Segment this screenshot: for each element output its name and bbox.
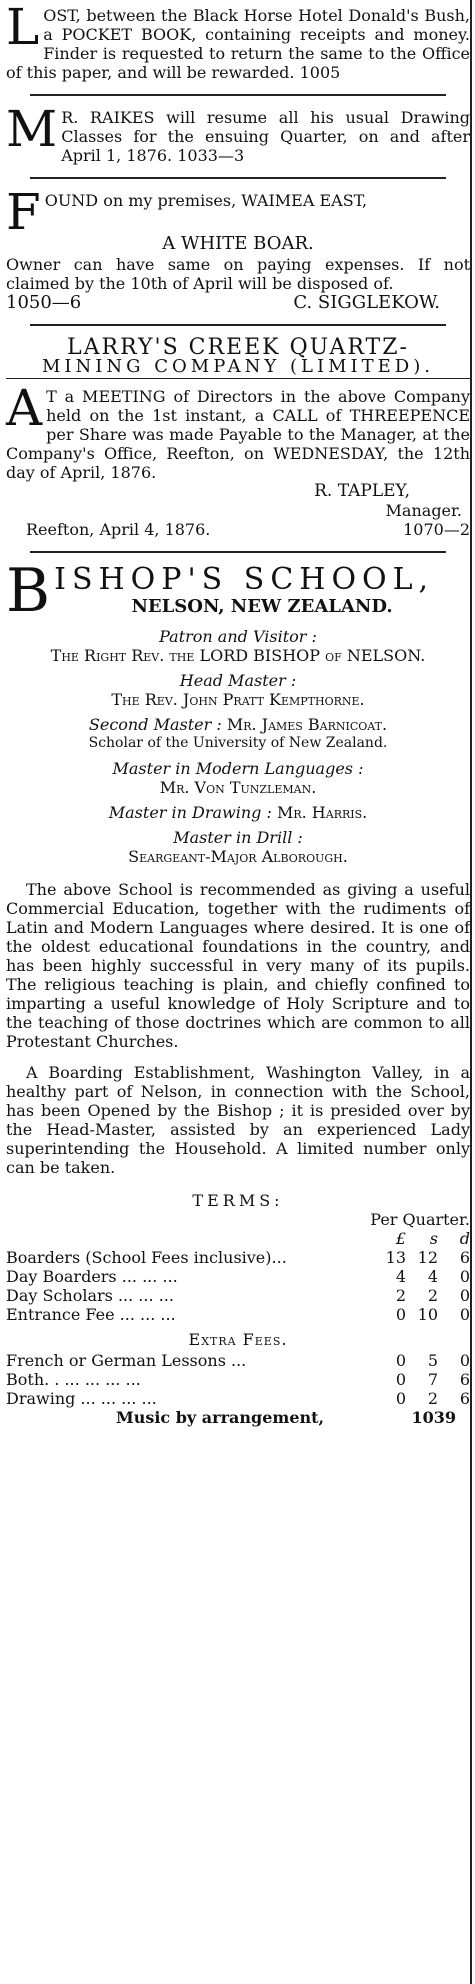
section-label: Master in Drawing :: [108, 803, 272, 822]
terms-table: [6, 1229, 470, 1408]
ad-larrys-creek: [6, 335, 470, 539]
terms-heading: TERMS:: [192, 1191, 284, 1210]
drop-cap: A: [6, 379, 43, 437]
divider: [30, 324, 446, 326]
table-row: Boarders (School Fees inclusive)... 13 12 6: [6, 1248, 470, 1267]
table-row: Day Boarders ... ... ... 4 4 0: [6, 1267, 470, 1286]
ad-heading: A WHITE BOAR.: [162, 233, 314, 254]
ad-line: OUND on my premises, WAIMEA EAST,: [44, 191, 368, 210]
ad-ref: 1005: [299, 63, 341, 82]
ad-title: ISHOP'S SCHOOL,: [54, 565, 435, 597]
drop-cap: M: [6, 100, 58, 158]
section-label: Head Master :: [179, 671, 297, 690]
school-description: The above School is recommended as giving a useful Commercial Education, together with the rudiments of Latin and Modern Languages where desired. It is one of the oldest educational foundations in the country, and has been highly successful in very many of its pupils. The religious teaching is plain, and chiefly confined to imparting a useful knowledge of Holy Scripture and to the teaching of those doctrines which are common to all Protestant Churches.: [6, 880, 470, 1051]
ad-signature: C. SIGGLEKOW.: [293, 292, 440, 313]
boarding-description: A Boarding Establishment, Washington Valley, in a healthy part of Nelson, in connection with the School, has been Opened by the Bishop ; it is presided over by the Head-Master, assisted by an experienced Lady superintending the Household. A limited number only can be taken.: [6, 1063, 470, 1177]
drop-cap: B: [6, 565, 51, 617]
drop-cap: L: [6, 0, 40, 56]
section-label: Master in Drill :: [173, 828, 303, 847]
section-value: Mr. Harris.: [276, 803, 368, 822]
section-note: Scholar of the University of New Zealand.: [88, 735, 388, 751]
table-row: Both. . ... ... ... ... 0 7 6: [6, 1370, 470, 1389]
col-shillings: s: [429, 1229, 438, 1248]
ad-subtitle: MINING COMPANY (LIMITED).: [6, 357, 470, 379]
section-value: The Rev. John Pratt Kempthorne.: [111, 690, 365, 709]
music-note: Music by arrangement,: [116, 1408, 325, 1427]
divider: [30, 551, 446, 553]
extra-fees-heading: Extra Fees.: [188, 1330, 288, 1349]
ad-ref: 1033—3: [177, 146, 245, 165]
ad-drawing-classes: [6, 100, 470, 165]
terms-per-quarter: Per Quarter.: [370, 1210, 470, 1229]
newspaper-column: [6, 0, 470, 1427]
ad-ref: 1039: [411, 1408, 456, 1427]
divider: [30, 94, 446, 96]
ad-body: Owner can have same on paying expenses. If not claimed by the 10th of April will be disposed of.: [6, 255, 470, 293]
ad-bishops-school: [6, 565, 470, 1427]
ad-ref: 1050—6: [6, 292, 82, 313]
col-pounds: £: [395, 1229, 406, 1248]
section-value: Mr. James Barnicoat.: [226, 715, 388, 734]
ad-body: R. RAIKES will resume all his usual Drawing Classes for the ensuing Quarter, on and after April 1, 1876.: [61, 108, 470, 165]
ad-place-date: Reefton, April 4, 1876.: [26, 520, 211, 539]
table-row: French or German Lessons ... 0 5 0: [6, 1351, 470, 1370]
drop-cap: F: [6, 183, 41, 241]
table-row: Entrance Fee ... ... ... 0 10 0: [6, 1305, 470, 1324]
section-label: Patron and Visitor :: [159, 627, 317, 646]
section-label: Second Master :: [88, 715, 222, 734]
divider: [30, 177, 446, 179]
section-value: The Right Rev. the LORD BISHOP of NELSON.: [50, 646, 426, 665]
section-label: Master in Modern Languages :: [112, 759, 364, 778]
ad-signature: R. TAPLEY,: [314, 481, 410, 501]
ad-body: OST, between the Black Horse Hotel Donald's Bush, a POCKET BOOK, containing receipts and money. Finder is requested to return the same to the Office of this paper, and will be rewarded.: [6, 6, 470, 82]
table-row: Drawing ... ... ... ... 0 2 6: [6, 1389, 470, 1408]
ad-subtitle: NELSON, NEW ZEALAND.: [131, 596, 393, 617]
table-row: Day Scholars ... ... ... 2 2 0: [6, 1286, 470, 1305]
ad-found-boar: [6, 183, 470, 313]
ad-role: Manager.: [385, 501, 462, 520]
ad-title: LARRY'S CREEK QUARTZ-: [67, 335, 409, 360]
section-value: Seargeant-Major Alborough.: [128, 847, 348, 866]
ad-body: T a MEETING of Directors in the above Company held on the 1st instant, a CALL of THREEPENCE per Share was made Payable to the Manager, at the Company's Office, Reefton, on WEDNESDAY, the 12th day of April, 1876.: [6, 387, 470, 482]
section-value: Mr. Von Tunzleman.: [159, 778, 317, 797]
ad-ref: 1070—2: [403, 520, 470, 539]
column-right-border: [470, 0, 472, 1984]
col-pence: d: [459, 1229, 470, 1248]
ad-lost-pocket-book: [6, 0, 470, 82]
